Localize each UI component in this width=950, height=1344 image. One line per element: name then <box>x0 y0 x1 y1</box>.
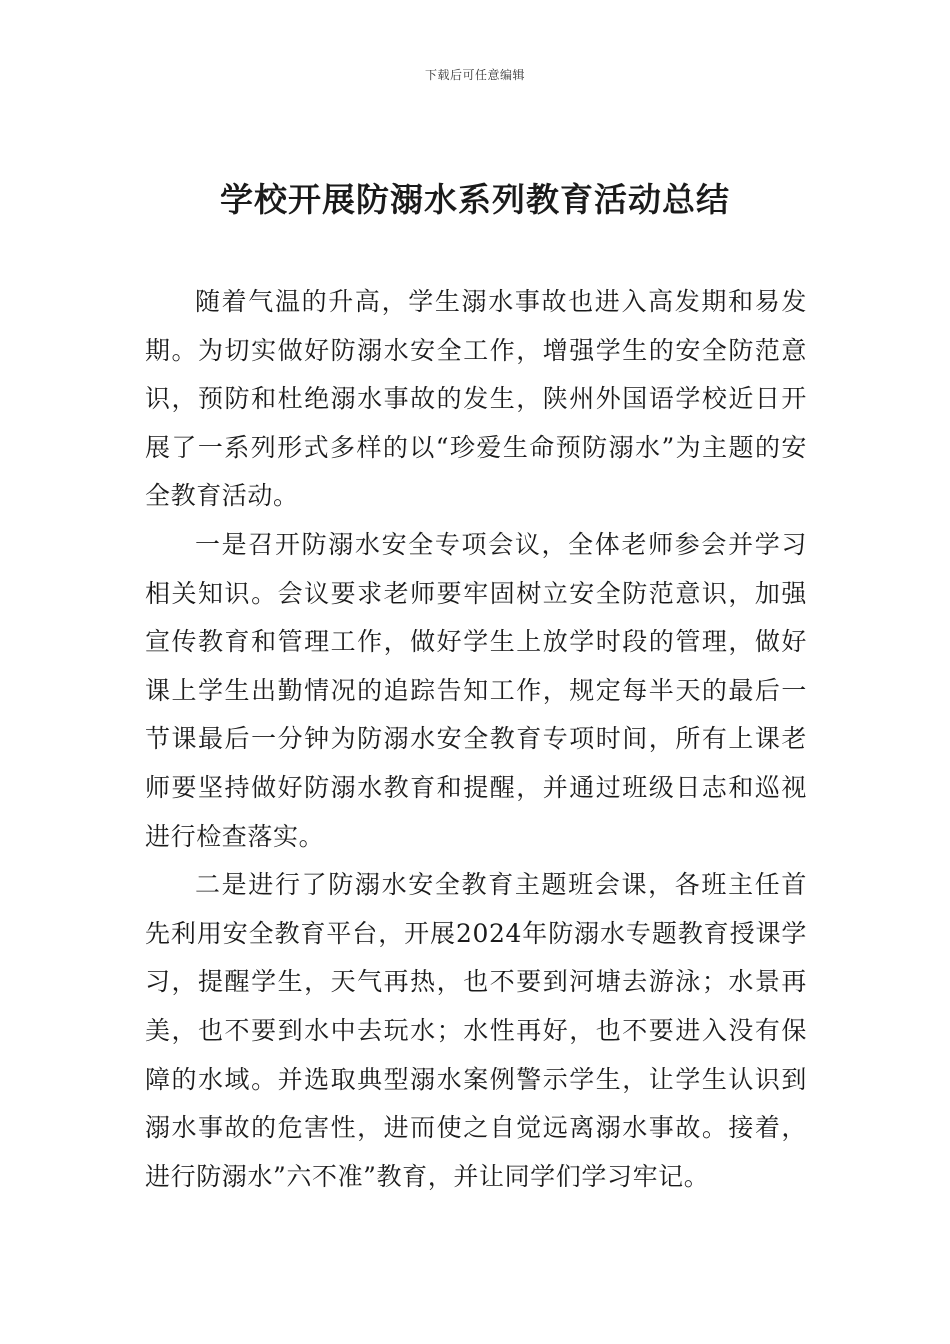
paragraph-meeting: 一是召开防溺水安全专项会议，全体老师参会并学习相关知识。会议要求老师要牢固树立安全防范意识，加强宣传教育和管理工作，做好学生上放学时段的管理，做好课上学生出勤情况的追踪告知工作，规定每半天的最后一节课最后一分钟为防溺水安全教育专项时间，所有上课老师要坚持做好防溺水教育和提醒，并通过班级日志和巡视进行检查落实。 <box>145 529 807 851</box>
paragraph-intro: 随着气温的升高，学生溺水事故也进入高发期和易发期。为切实做好防溺水安全工作，增强学生的安全防范意识，预防和杜绝溺水事故的发生，陕州外国语学校近日开展了一系列形式多样的以“珍爱生命预防溺水”为主题的安全教育活动。 <box>145 287 807 511</box>
paragraph-class-meeting: 二是进行了防溺水安全教育主题班会课，各班主任首先利用安全教育平台，开展2024年防溺水专题教育授课学习，提醒学生，天气再热，也不要到河塘去游泳；水景再美，也不要到水中去玩水；水性再好，也不要进入没有保障的水域。并选取典型溺水案例警示学生，让学生认识到溺水事故的危害性，进而使之自觉远离溺水事故。接着，进行防溺水”六不准”教育，并让同学们学习牢记。 <box>145 870 807 1191</box>
document-title: 学校开展防溺水系列教育活动总结 <box>220 180 730 219</box>
document-body <box>145 278 807 1201</box>
header-note: 下载后可任意编辑 <box>424 68 525 82</box>
